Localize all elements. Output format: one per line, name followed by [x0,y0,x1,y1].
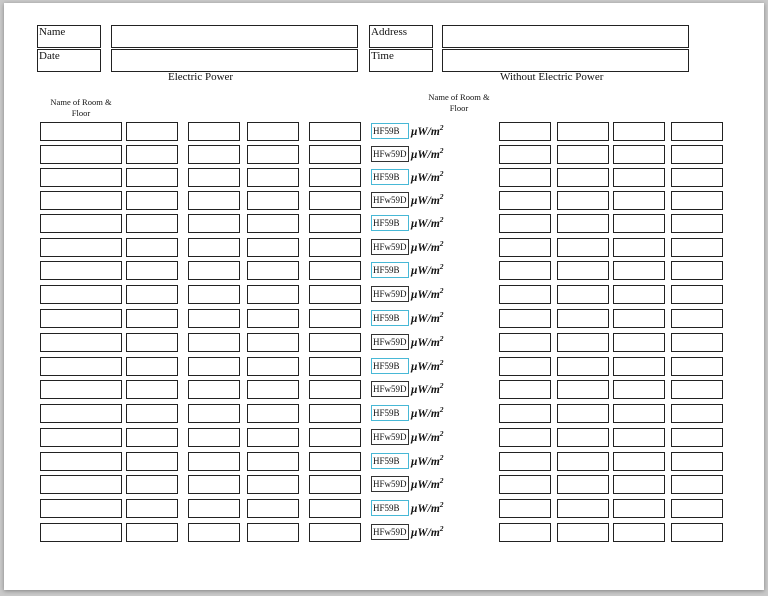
electric-reading-field[interactable] [126,452,178,471]
room-name-field[interactable] [40,168,122,187]
no-power-reading-field[interactable] [557,168,609,187]
unit-exponent: 2 [439,524,444,533]
room-name-field[interactable] [40,523,122,542]
unit-exponent: 2 [439,123,444,132]
electric-reading-field[interactable] [126,309,178,328]
electric-reading-field[interactable] [188,357,240,376]
no-power-reading-field[interactable] [557,523,609,542]
unit-text: μW/m [411,360,440,373]
no-power-reading-field[interactable] [557,452,609,471]
room-name-field[interactable] [40,285,122,304]
unit-label [411,453,444,468]
electric-reading-field[interactable] [188,380,240,399]
meter-code-label: HFw59D [371,524,409,540]
no-power-reading-field[interactable] [613,333,665,352]
no-power-reading-field[interactable] [613,238,665,257]
unit-exponent: 2 [439,262,444,271]
no-power-reading-field[interactable] [671,523,723,542]
unit-text: μW/m [411,455,440,468]
electric-reading-field[interactable] [309,145,361,164]
unit-exponent: 2 [439,500,444,509]
no-power-reading-field[interactable] [499,452,551,471]
no-power-reading-field[interactable] [557,357,609,376]
no-power-reading-field[interactable] [613,499,665,518]
electric-reading-field[interactable] [126,214,178,233]
no-power-reading-field[interactable] [499,168,551,187]
meter-code-label: HFw59D [371,239,409,255]
no-power-reading-field[interactable] [671,261,723,280]
electric-reading-field[interactable] [309,238,361,257]
room-name-field[interactable] [40,309,122,328]
electric-reading-field[interactable] [309,168,361,187]
room-name-field[interactable] [40,499,122,518]
electric-reading-field[interactable] [188,333,240,352]
unit-text: μW/m [411,502,440,515]
electric-reading-field[interactable] [126,168,178,187]
meter-code-label: HF59B [371,123,409,139]
no-power-reading-field[interactable] [671,475,723,494]
unit-text: μW/m [411,431,440,444]
meter-code-label: HF59B [371,500,409,516]
unit-exponent: 2 [439,286,444,295]
room-name-field[interactable] [40,261,122,280]
no-power-reading-field[interactable] [613,168,665,187]
no-power-reading-field[interactable] [499,285,551,304]
no-power-reading-field[interactable] [671,452,723,471]
no-power-reading-field[interactable] [499,261,551,280]
electric-reading-field[interactable] [309,214,361,233]
unit-exponent: 2 [439,381,444,390]
unit-exponent: 2 [439,239,444,248]
electric-reading-field[interactable] [247,428,299,447]
no-power-reading-field[interactable] [499,145,551,164]
electric-reading-field[interactable] [309,122,361,141]
no-power-reading-field[interactable] [613,380,665,399]
electric-reading-field[interactable] [309,499,361,518]
room-floor-column-header: Name of Room & Floor [50,97,112,118]
electric-reading-field[interactable] [126,357,178,376]
unit-label [411,192,444,207]
no-power-reading-field[interactable] [499,122,551,141]
no-power-reading-field[interactable] [613,214,665,233]
date-label: Date [39,50,60,62]
unit-text: μW/m [411,336,440,349]
no-power-reading-field[interactable] [499,380,551,399]
meter-code-label: HFw59D [371,476,409,492]
no-power-reading-field[interactable] [499,523,551,542]
room-name-field[interactable] [40,357,122,376]
meter-code-label: HF59B [371,453,409,469]
unit-label [411,123,444,138]
room-name-field[interactable] [40,191,122,210]
electric-reading-field[interactable] [188,191,240,210]
no-power-reading-field[interactable] [557,191,609,210]
electric-reading-field[interactable] [126,499,178,518]
electric-reading-field[interactable] [188,309,240,328]
no-power-reading-field[interactable] [499,475,551,494]
no-power-reading-field[interactable] [613,404,665,423]
no-power-reading-field[interactable] [613,191,665,210]
unit-text: μW/m [411,383,440,396]
no-power-reading-field[interactable] [557,499,609,518]
no-power-reading-field[interactable] [671,404,723,423]
electric-reading-field[interactable] [188,428,240,447]
electric-reading-field[interactable] [188,145,240,164]
electric-reading-field[interactable] [247,145,299,164]
electric-reading-field[interactable] [188,285,240,304]
electric-reading-field[interactable] [126,404,178,423]
room-name-field[interactable] [40,145,122,164]
date-label-box [37,49,101,72]
electric-reading-field[interactable] [126,523,178,542]
no-power-reading-field[interactable] [499,214,551,233]
unit-text: μW/m [411,407,440,420]
electric-reading-field[interactable] [126,261,178,280]
room-name-field[interactable] [40,380,122,399]
electric-reading-field[interactable] [188,523,240,542]
electric-reading-field[interactable] [309,309,361,328]
room-name-field[interactable] [40,428,122,447]
room-name-field[interactable] [40,475,122,494]
unit-label [411,334,444,349]
no-power-reading-field[interactable] [613,261,665,280]
electric-reading-field[interactable] [188,261,240,280]
no-power-reading-field[interactable] [499,404,551,423]
no-power-reading-field[interactable] [499,238,551,257]
no-power-reading-field[interactable] [671,309,723,328]
without-electric-power-title: Without Electric Power [500,71,604,83]
no-power-reading-field[interactable] [557,309,609,328]
electric-power-title: Electric Power [168,71,234,83]
address-label-box [369,25,433,48]
meter-code-label: HF59B [371,169,409,185]
electric-reading-field[interactable] [309,475,361,494]
electric-reading-field[interactable] [188,404,240,423]
electric-reading-field[interactable] [247,475,299,494]
unit-label [411,405,444,420]
unit-text: μW/m [411,125,440,138]
no-power-reading-field[interactable] [613,475,665,494]
room-name-field[interactable] [40,452,122,471]
no-power-reading-field[interactable] [557,285,609,304]
electric-reading-field[interactable] [247,261,299,280]
electric-reading-field[interactable] [126,380,178,399]
meter-code-label: HFw59D [371,334,409,350]
no-power-reading-field[interactable] [499,191,551,210]
no-power-reading-field[interactable] [671,428,723,447]
unit-exponent: 2 [439,310,444,319]
electric-reading-field[interactable] [247,285,299,304]
electric-reading-field[interactable] [247,499,299,518]
meter-code-label: HF59B [371,405,409,421]
meter-code-label: HF59B [371,310,409,326]
no-power-reading-field[interactable] [557,238,609,257]
electric-reading-field[interactable] [247,333,299,352]
electric-reading-field[interactable] [247,452,299,471]
time-label: Time [371,50,394,62]
unit-label [411,524,444,539]
unit-label [411,286,444,301]
electric-reading-field[interactable] [247,523,299,542]
unit-label [411,262,444,277]
electric-reading-field[interactable] [188,238,240,257]
no-power-reading-field[interactable] [671,380,723,399]
unit-label [411,146,444,161]
electric-reading-field[interactable] [247,238,299,257]
time-label-box [369,49,433,72]
electric-reading-field[interactable] [188,499,240,518]
electric-reading-field[interactable] [309,261,361,280]
electric-reading-field[interactable] [309,428,361,447]
unit-exponent: 2 [439,169,444,178]
electric-reading-field[interactable] [247,357,299,376]
unit-label [411,310,444,325]
unit-label [411,500,444,515]
no-power-reading-field[interactable] [671,238,723,257]
unit-exponent: 2 [439,476,444,485]
electric-reading-field[interactable] [247,191,299,210]
meter-code-label: HF59B [371,215,409,231]
unit-exponent: 2 [439,192,444,201]
no-power-reading-field[interactable] [557,122,609,141]
electric-reading-field[interactable] [126,475,178,494]
no-power-reading-field[interactable] [557,214,609,233]
electric-reading-field[interactable] [247,309,299,328]
no-power-reading-field[interactable] [557,145,609,164]
meter-code-label: HF59B [371,358,409,374]
unit-exponent: 2 [439,429,444,438]
no-power-reading-field[interactable] [499,333,551,352]
no-power-reading-field[interactable] [613,285,665,304]
electric-reading-field[interactable] [309,380,361,399]
no-power-reading-field[interactable] [613,309,665,328]
no-power-reading-field[interactable] [499,309,551,328]
unit-text: μW/m [411,171,440,184]
meter-code-label: HFw59D [371,429,409,445]
no-power-reading-field[interactable] [499,499,551,518]
electric-reading-field[interactable] [309,404,361,423]
electric-reading-field[interactable] [309,452,361,471]
room-name-field[interactable] [40,238,122,257]
electric-reading-field[interactable] [309,357,361,376]
electric-reading-field[interactable] [126,191,178,210]
no-power-reading-field[interactable] [499,357,551,376]
electric-reading-field[interactable] [126,285,178,304]
no-power-reading-field[interactable] [671,145,723,164]
form-sheet [4,3,764,590]
meter-code-label: HFw59D [371,192,409,208]
no-power-reading-field[interactable] [613,428,665,447]
unit-exponent: 2 [439,405,444,414]
unit-text: μW/m [411,478,440,491]
date-field[interactable] [111,49,358,72]
unit-label [411,476,444,491]
unit-label [411,215,444,230]
name-label-box [37,25,101,48]
unit-exponent: 2 [439,215,444,224]
room-name-field[interactable] [40,214,122,233]
electric-reading-field[interactable] [188,214,240,233]
room-name-field[interactable] [40,404,122,423]
unit-label [411,381,444,396]
unit-label [411,429,444,444]
unit-exponent: 2 [439,358,444,367]
unit-exponent: 2 [439,146,444,155]
electric-reading-field[interactable] [247,122,299,141]
unit-label [411,169,444,184]
unit-text: μW/m [411,148,440,161]
electric-reading-field[interactable] [309,285,361,304]
room-name-field[interactable] [40,333,122,352]
time-field[interactable] [442,49,689,72]
unit-exponent: 2 [439,334,444,343]
no-power-reading-field[interactable] [671,285,723,304]
unit-text: μW/m [411,241,440,254]
electric-reading-field[interactable] [126,145,178,164]
meter-code-label: HF59B [371,262,409,278]
no-power-reading-field[interactable] [613,122,665,141]
no-power-reading-field[interactable] [613,145,665,164]
unit-text: μW/m [411,217,440,230]
no-power-reading-field[interactable] [557,261,609,280]
name-label: Name [39,26,66,38]
electric-reading-field[interactable] [188,122,240,141]
electric-reading-field[interactable] [247,380,299,399]
unit-text: μW/m [411,288,440,301]
no-power-reading-field[interactable] [671,168,723,187]
no-power-reading-field[interactable] [671,122,723,141]
unit-label [411,239,444,254]
unit-text: μW/m [411,312,440,325]
electric-reading-field[interactable] [247,168,299,187]
no-power-reading-field[interactable] [671,191,723,210]
no-power-reading-field[interactable] [613,523,665,542]
no-power-reading-field[interactable] [557,428,609,447]
room-floor-middle-header: Name of Room & Floor [428,92,490,113]
meter-code-label: HFw59D [371,381,409,397]
electric-reading-field[interactable] [309,333,361,352]
unit-text: μW/m [411,194,440,207]
unit-exponent: 2 [439,453,444,462]
no-power-reading-field[interactable] [557,333,609,352]
no-power-reading-field[interactable] [613,357,665,376]
no-power-reading-field[interactable] [671,333,723,352]
name-field[interactable] [111,25,358,48]
meter-code-label: HFw59D [371,146,409,162]
no-power-reading-field[interactable] [557,404,609,423]
address-label: Address [371,26,408,38]
no-power-reading-field[interactable] [557,475,609,494]
electric-reading-field[interactable] [188,452,240,471]
electric-reading-field[interactable] [188,168,240,187]
unit-label [411,358,444,373]
electric-reading-field[interactable] [309,191,361,210]
no-power-reading-field[interactable] [613,452,665,471]
meter-code-label: HFw59D [371,286,409,302]
unit-text: μW/m [411,526,440,539]
electric-reading-field[interactable] [126,238,178,257]
no-power-reading-field[interactable] [671,214,723,233]
electric-reading-field[interactable] [247,404,299,423]
electric-reading-field[interactable] [126,428,178,447]
no-power-reading-field[interactable] [671,499,723,518]
electric-reading-field[interactable] [309,523,361,542]
room-name-field[interactable] [40,122,122,141]
unit-text: μW/m [411,264,440,277]
no-power-reading-field[interactable] [499,428,551,447]
electric-reading-field[interactable] [126,333,178,352]
no-power-reading-field[interactable] [671,357,723,376]
no-power-reading-field[interactable] [557,380,609,399]
address-field[interactable] [442,25,689,48]
electric-reading-field[interactable] [126,122,178,141]
electric-reading-field[interactable] [247,214,299,233]
electric-reading-field[interactable] [188,475,240,494]
